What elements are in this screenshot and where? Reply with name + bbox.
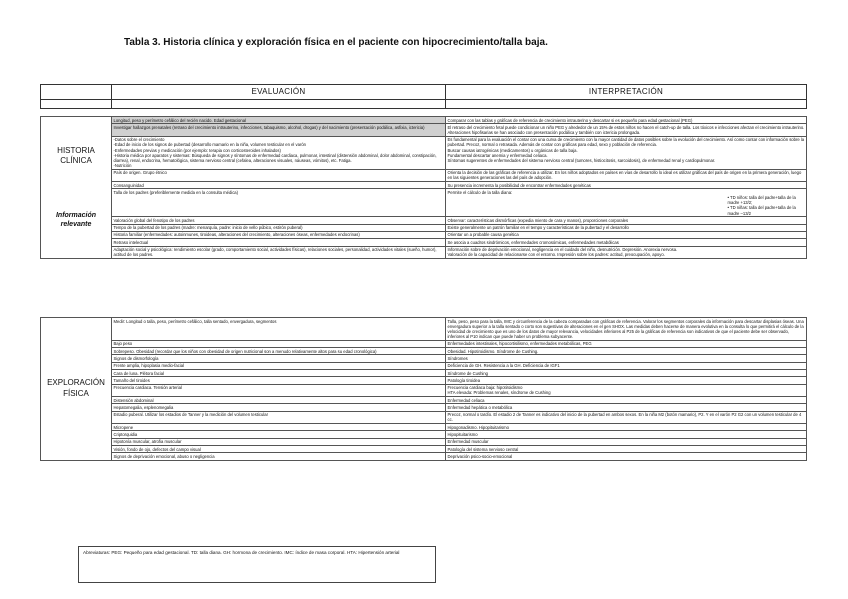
interpretacion-cell: Hipopituitarismo: [446, 431, 807, 438]
evaluacion-cell: Valoración global del fenotipo de los padres: [112, 217, 446, 224]
spacer-cell: [112, 100, 446, 109]
table-row: [41, 182, 807, 189]
interpretacion-cell: El retraso del crecimiento fetal puede condicionar un niño PEG y alrededor de un 15% de estos niños no hacen el catch-up de talla. Los tóxicos e infecciones afectan el crecimiento intrauterino. Alteraciones hipofisarias se han asociado con presentación podálica y también con ictericia prolongada.: [446, 124, 807, 136]
evaluacion-cell: País de origen. Grupo étnico: [112, 169, 446, 181]
table-row: [41, 217, 807, 224]
interpretacion-cell: Talla, peso, peso para la talla, IMC y circunferencia de la cabeza comparadas con gráficas de referencia. Valorar los segmentos corporales da información para descartar displasias óseas. Una envergadura superior a la talla sentado o corto son sugestivas de alteraciones en el gen SHOX. Las medidas deben hacerse de manera evolutiva en la consulta lo que permitirá el cálculo de la velocidad de crecimiento que es uno de los datos de mayor relevancia, velocidades inferiores al P25 de la gráficas de referencia son indicativos de que el paciente debe ser observado, inferiores al P10 indican que puede haber un problema subyacente.: [446, 318, 807, 341]
table-row: [41, 318, 807, 341]
interpretacion-cell: Frecuencia cardiaca baja: hipotiroidismo HTA elevada: Problemas renales, síndrome de Cushing: [446, 384, 807, 396]
evaluacion-cell: Criptorquidia: [112, 431, 446, 438]
evaluacion-cell: Signos de dismorfología: [112, 355, 446, 362]
table-row: [41, 431, 807, 438]
abbreviations-legend: Abreviaturas: PEG: Pequeño para edad gestacional. TD: talla diana. GH: hormona de crecimiento. IMC: índice de masa corporal. HTA: Hipertensión arterial: [78, 546, 436, 583]
evaluacion-cell: Micropene: [112, 424, 446, 431]
table-row: [41, 348, 807, 355]
spacer-cell: [446, 100, 807, 109]
interpretacion-cell: Enfermedad celiaca: [446, 397, 807, 404]
interpretacion-cell: Síndrome de Cushing: [446, 369, 807, 376]
table-row: [41, 340, 807, 347]
evaluacion-cell: Historia familiar (enfermedades: autoinmunes, tiroideas, alteraciones del crecimiento, alteraciones óseas, enfermedades endocrinas): [112, 231, 446, 238]
evaluacion-cell: Consanguinidad: [112, 182, 446, 189]
evaluacion-cell: Talla de los padres (preferiblemente medida en la consulta médica): [112, 189, 446, 217]
section2-label: [41, 318, 112, 461]
evaluacion-cell: Distensión abdominal: [112, 397, 446, 404]
interpretacion-cell: Precoz, normal o tardío. El estadio 2 de Tanner es indicativo del inicio de la pubertad en ambos sexos. En la niña M2 (botón mamario), P2. Y en el varón P2 G2 con un volumen testicular de 4 cc.: [446, 411, 807, 423]
table-row: [41, 404, 807, 411]
evaluacion-cell: -Datos sobre el crecimiento -Edad de inicio de los signos de pubertad (desarrollo mamario en la niña, volumen testicular en el varón -Enfermedades previas y medicación (por ejemplo: terapia con corticosteroides inhalados) -Historia médica por aparatos y sistemas: Búsqueda de signos y síntomas de enfermedad cardiaca, pulmonar, intestinal (distensión abdominal, dolor abdominal, constipación, diarrea), renal, endocrina, hematológica, sistema nervioso central (cefalea, alteraciones visuales, náuseas, vómitos), etc. Fatiga. -Nutrición: [112, 136, 446, 169]
table-row: [41, 453, 807, 460]
evaluacion-cell: Visión, fondo de ojo, defectos del campo visual: [112, 446, 446, 453]
evaluacion-cell: Retraso intelectual: [112, 239, 446, 246]
evaluacion-cell: Bajo peso: [112, 340, 446, 347]
exploracion-fisica-table: [40, 317, 807, 461]
section-label-1: EXPLORACIÓN: [47, 378, 105, 388]
header-table: [40, 84, 807, 109]
interpretacion-cell: Observar: características dismórficas (expedia miento de cara y manos), proporciones corporales: [446, 217, 807, 224]
interpretacion-cell: Patología del sistema nervioso central: [446, 446, 807, 453]
evaluacion-cell: Sobrepeso. Obesidad (recordar que los niños con obesidad de origen nutricional son a menudo relativamente altos para su edad cronológica): [112, 348, 446, 355]
table-row: [41, 438, 807, 445]
interpretacion-cell: Orienta la decisión de las gráficas de referencia a utilizar. En los niños adoptados en países en vías de desarrollo lo ideal es utilizar gráficas del país de origen en la primera generación, luego en las siguientes generaciones las del país de adopción.: [446, 169, 807, 181]
table-row: [41, 246, 807, 258]
bullet-item: • TD niños: talla del padre+talla de la madre +13/2;: [727, 195, 796, 206]
bullet-item: • TD niñas: talla del padre+talla de la madre –13/2: [727, 205, 796, 216]
interpretacion-cell: Deficiencia de GH. Resistencia a la GH. Deficiencia de IGF1: [446, 362, 807, 369]
evaluacion-cell: Frecuencia cardiaca. Tensión arterial: [112, 384, 446, 396]
evaluacion-cell: Frente amplia, hipoplasia medio-facial: [112, 362, 446, 369]
interpretacion-cell: Se asocia a cuadros sindrómicos, enfermedades cromosómicas, enfermedades metabólicas: [446, 239, 807, 246]
table-row: [41, 169, 807, 181]
evaluacion-cell: Tempo de la pubertad de los padres (madre: menarquía, padre: inicio de vello púbico, estirón puberal): [112, 224, 446, 231]
table-row: [41, 231, 807, 238]
table-row: [41, 224, 807, 231]
interpretacion-cell: Deprivación psico-socio-emocional: [446, 453, 807, 460]
table-row: [41, 384, 807, 396]
table-row: [41, 411, 807, 423]
interpretacion-cell: Orientar un a probable causa genética: [446, 231, 807, 238]
table-row: [41, 377, 807, 384]
spacer-cell: [41, 100, 112, 109]
section-label-2: FÍSICA: [63, 388, 89, 398]
table-row: [41, 189, 807, 217]
interpretacion-cell: Patología tiroidea: [446, 377, 807, 384]
header-evaluacion: EVALUACIÓN: [112, 85, 446, 100]
header-blank: [41, 85, 112, 100]
section-label-2: CLÍNICA: [60, 156, 92, 166]
interpretacion-cell: Comparar con las tablas y gráficas de referencia de crecimiento intrauterino y descartar si es pequeño para edad gestacional (PEG): [446, 117, 807, 124]
evaluacion-cell: Hepatomegalia, esplenomegalia: [112, 404, 446, 411]
table-row: [41, 239, 807, 246]
interpretacion-cell: Es fundamental para la evaluación el contar con una curva de crecimiento con la mayor cantidad de datos posibles sobre la evolución del crecimiento. Así como contar con información sobre la pubertad. Precoz, normal o retrasada. Además de contar con gráficas para edad, sexo y población de referencia. Buscar causas iatrogénicas (medicamentos) u orgánicas de talla baja. Fundamental descartar anemia y enfermedad celiaca. Síntomas sugerentes de enfermedades del sistema nervioso central (tumores, histiocitosis, sarcoidosis), de enfermedad renal y cardiopulmonar.: [446, 136, 807, 169]
header-interpretacion: INTERPRETACIÓN: [446, 85, 807, 100]
interpretacion-cell: Hipogonadismo. Hipopituitarismo: [446, 424, 807, 431]
section1-label: [41, 117, 112, 259]
evaluacion-cell: Signos de deprivación emocional, abuso o negligencia: [112, 453, 446, 460]
interpretacion-cell: Síndromes: [446, 355, 807, 362]
table-row: [41, 446, 807, 453]
table-row: [41, 124, 807, 136]
section-sub-2: relevante: [60, 220, 92, 228]
interpretacion-cell: Información sobre de deprivación emocional, negligencia en el cuidado del niño, desnutrición. Depresión. Anorexia nervosa. Valoración de la capacidad de relacionarse con el entorno. Impresión sobre los padres: actitud, preocupación, apoyo.: [446, 246, 807, 258]
table-row: [41, 355, 807, 362]
interpretacion-cell: Enfermedades intestinales, hipocortisilismo, enfermedades metabólicas, PEG: [446, 340, 807, 347]
table-title: Tabla 3. Historia clínica y exploración física en el paciente con hipocrecimiento/talla baja.: [124, 37, 548, 48]
evaluacion-cell: Cara de luna. Plétora facial: [112, 369, 446, 376]
evaluacion-cell: Hipotonía muscular, atrofia muscular: [112, 438, 446, 445]
interpretacion-cell: Existe generalmente un patrón familiar en el tempo y características de la pubertad y el desarrollo: [446, 224, 807, 231]
interpretacion-cell: Enfermedad muscular: [446, 438, 807, 445]
evaluacion-cell: Longitud, peso y perímetro cefálico del recién nacido. Edad gestacional: [112, 117, 446, 124]
table-row: [41, 117, 807, 124]
evaluacion-cell: Estadio puberal. Utilizar los estadios de Tanner y la medición del volumen testicular: [112, 411, 446, 423]
interpretacion-cell: Su presencia incrementa la posibilidad de encontrar enfermedades genéticas: [446, 182, 807, 189]
historia-clinica-table: [40, 116, 807, 259]
section-label-1: HISTORIA: [57, 145, 95, 155]
table-row: [41, 397, 807, 404]
evaluacion-cell: Investigar hallazgos prenatales (retraso del crecimiento intrauterino, infecciones, tabaquismo, alcohol, drogas) y del nacimiento (presentación podálica, asfixia, ictericia): [112, 124, 446, 136]
evaluacion-cell: Medir: Longitud o talla, peso, perímetro cefálico, talla sentado, envergadura, segmentos: [112, 318, 446, 341]
evaluacion-cell: Tamaño del tiroides: [112, 377, 446, 384]
table-row: [41, 136, 807, 169]
talla-diana-bullets: [448, 195, 805, 216]
interpretacion-cell: Obesidad. Hipotiroidismo. Síndrome de Cushing.: [446, 348, 807, 355]
table-row: [41, 369, 807, 376]
interpretacion-cell: Permite el cálculo de la talla diana: • TD niños: talla del padre+talla de la madre +13/2; • TD niñas: talla del padre+talla de la madre –13/2: [446, 189, 807, 217]
interpretacion-cell: Enfermedad hepática o metabólica: [446, 404, 807, 411]
table-row: [41, 424, 807, 431]
evaluacion-cell: Adaptación social y psicológica: rendimiento escolar (grado, comportamiento social, actividades físicas), relaciones sociales, personalidad, actividades vitales (sueño, humor), actitud de los padres.: [112, 246, 446, 258]
table-row: [41, 362, 807, 369]
section-sub-1: Información: [55, 211, 97, 219]
